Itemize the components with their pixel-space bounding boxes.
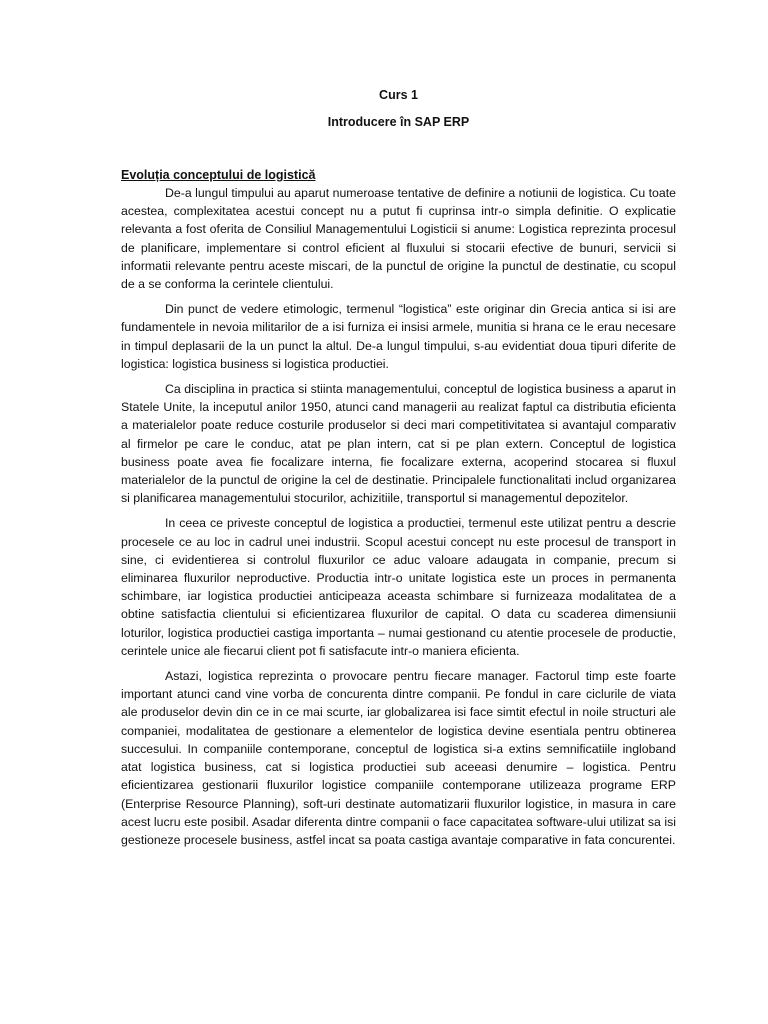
section-heading: Evoluția conceptului de logistică <box>121 168 316 182</box>
document-body <box>121 86 676 849</box>
paragraph-5: Astazi, logistica reprezinta o provocare pentru fiecare manager. Factorul timp este foarte important atunci cand vine vorba de concurenta dintre companii. Pe fondul in care ciclurile de viata ale produselor devin din ce in ce mai scurte, iar globalizarea isi face simtit efectul in noile structuri ale companiei, modalitatea de gestionare a elementelor de logistica devine esentiala pentru obtinerea succesului. In companiile contemporane, conceptul de logistica si-a extins semnificatiile ingloband atat logistica business, cat si logistica productiei sub aceeasi denumire – logistica. Pentru eficientizarea gestionarii fluxurilor logistice companiile contemporane utilizeaza programe ERP (Enterprise Resource Planning), soft-uri destinate automatizarii fluxurilor logistice, in masura in care acest lucru este posibil. Asadar diferenta dintre companii o face capacitatea software-ului utilizat sa isi gestioneze procesele business, astfel incat sa poata castiga avantaje comparative in fata concurentei. <box>121 669 676 847</box>
course-label: Curs 1 <box>379 88 418 102</box>
paragraph-4: In ceea ce priveste conceptul de logistica a productiei, termenul este utilizat pentru a descrie procesele ce au loc in cadrul unei industrii. Scopul acestui concept nu este procesul de transport in sine, ci evidentierea si controlul fluxurilor ce aduc valoare adaugata in companie, precum si eliminarea fluxurilor neproductive. Productia intr-o unitate logistica este un proces in permanenta schimbare, iar logistica productiei anticipeaza aceasta schimbare si furnizeaza modalitatea de a obtine satisfactia clientului si eficientizarea fluxurilor de capital. O data cu scaderea dimensiunii loturilor, logistica productiei castiga importanta – numai gestionand cu atentie procesele de productie, cerintele unice ale fiecarui client pot fi satisfacute intr-o maniera eficienta. <box>121 516 676 658</box>
paragraph-3: Ca disciplina in practica si stiinta managementului, conceptul de logistica business a aparut in Statele Unite, la inceputul anilor 1950, atunci cand managerii au realizat faptul ca distributia eficienta a materialelor poate reduce costurile produselor si deci mari competitivitatea si avantajul comparativ al firmelor pe care le conduc, atat pe plan intern, cat si pe plan extern. Conceptul de logistica business poate avea fie focalizare interna, fie focalizare externa, acoperind stocarea si fluxul materialelor de la punctul de origine la cel de destinatie. Principalele functionalitati includ organizarea si planificarea managementului stocurilor, achizitiile, transportul si managementul depozitelor. <box>121 382 676 506</box>
document-title: Introducere în SAP ERP <box>327 115 470 129</box>
paragraph-1: De-a lungul timpului au aparut numeroase tentative de definire a notiunii de logistica. Cu toate acestea, complexitatea acestui concept nu a putut fi cuprinsa intr-o simpla definitie. O explicatie relevanta a fost oferita de Consiliul Managementului Logisticii si anume: Logistica reprezinta procesul de planificare, implementare si control eficient al fluxului si stocarii efective de bunuri, servicii si informatii relevante pentru aceste miscari, de la punctul de origine la punctul de destinatie, cu scopul de a se conforma la cerintele clientului. <box>121 186 676 292</box>
paragraph-2: Din punct de vedere etimologic, termenul “logistica” este originar din Grecia antica si isi are fundamentele in nevoia militarilor de a isi furniza ei insisi armele, munitia si hrana ce le erau necesare in timpul deplasarii de la un punct la altul. De-a lungul timpului, s-au evidentiat doua tipuri diferite de logistica: logistica business si logistica productiei. <box>121 302 676 371</box>
